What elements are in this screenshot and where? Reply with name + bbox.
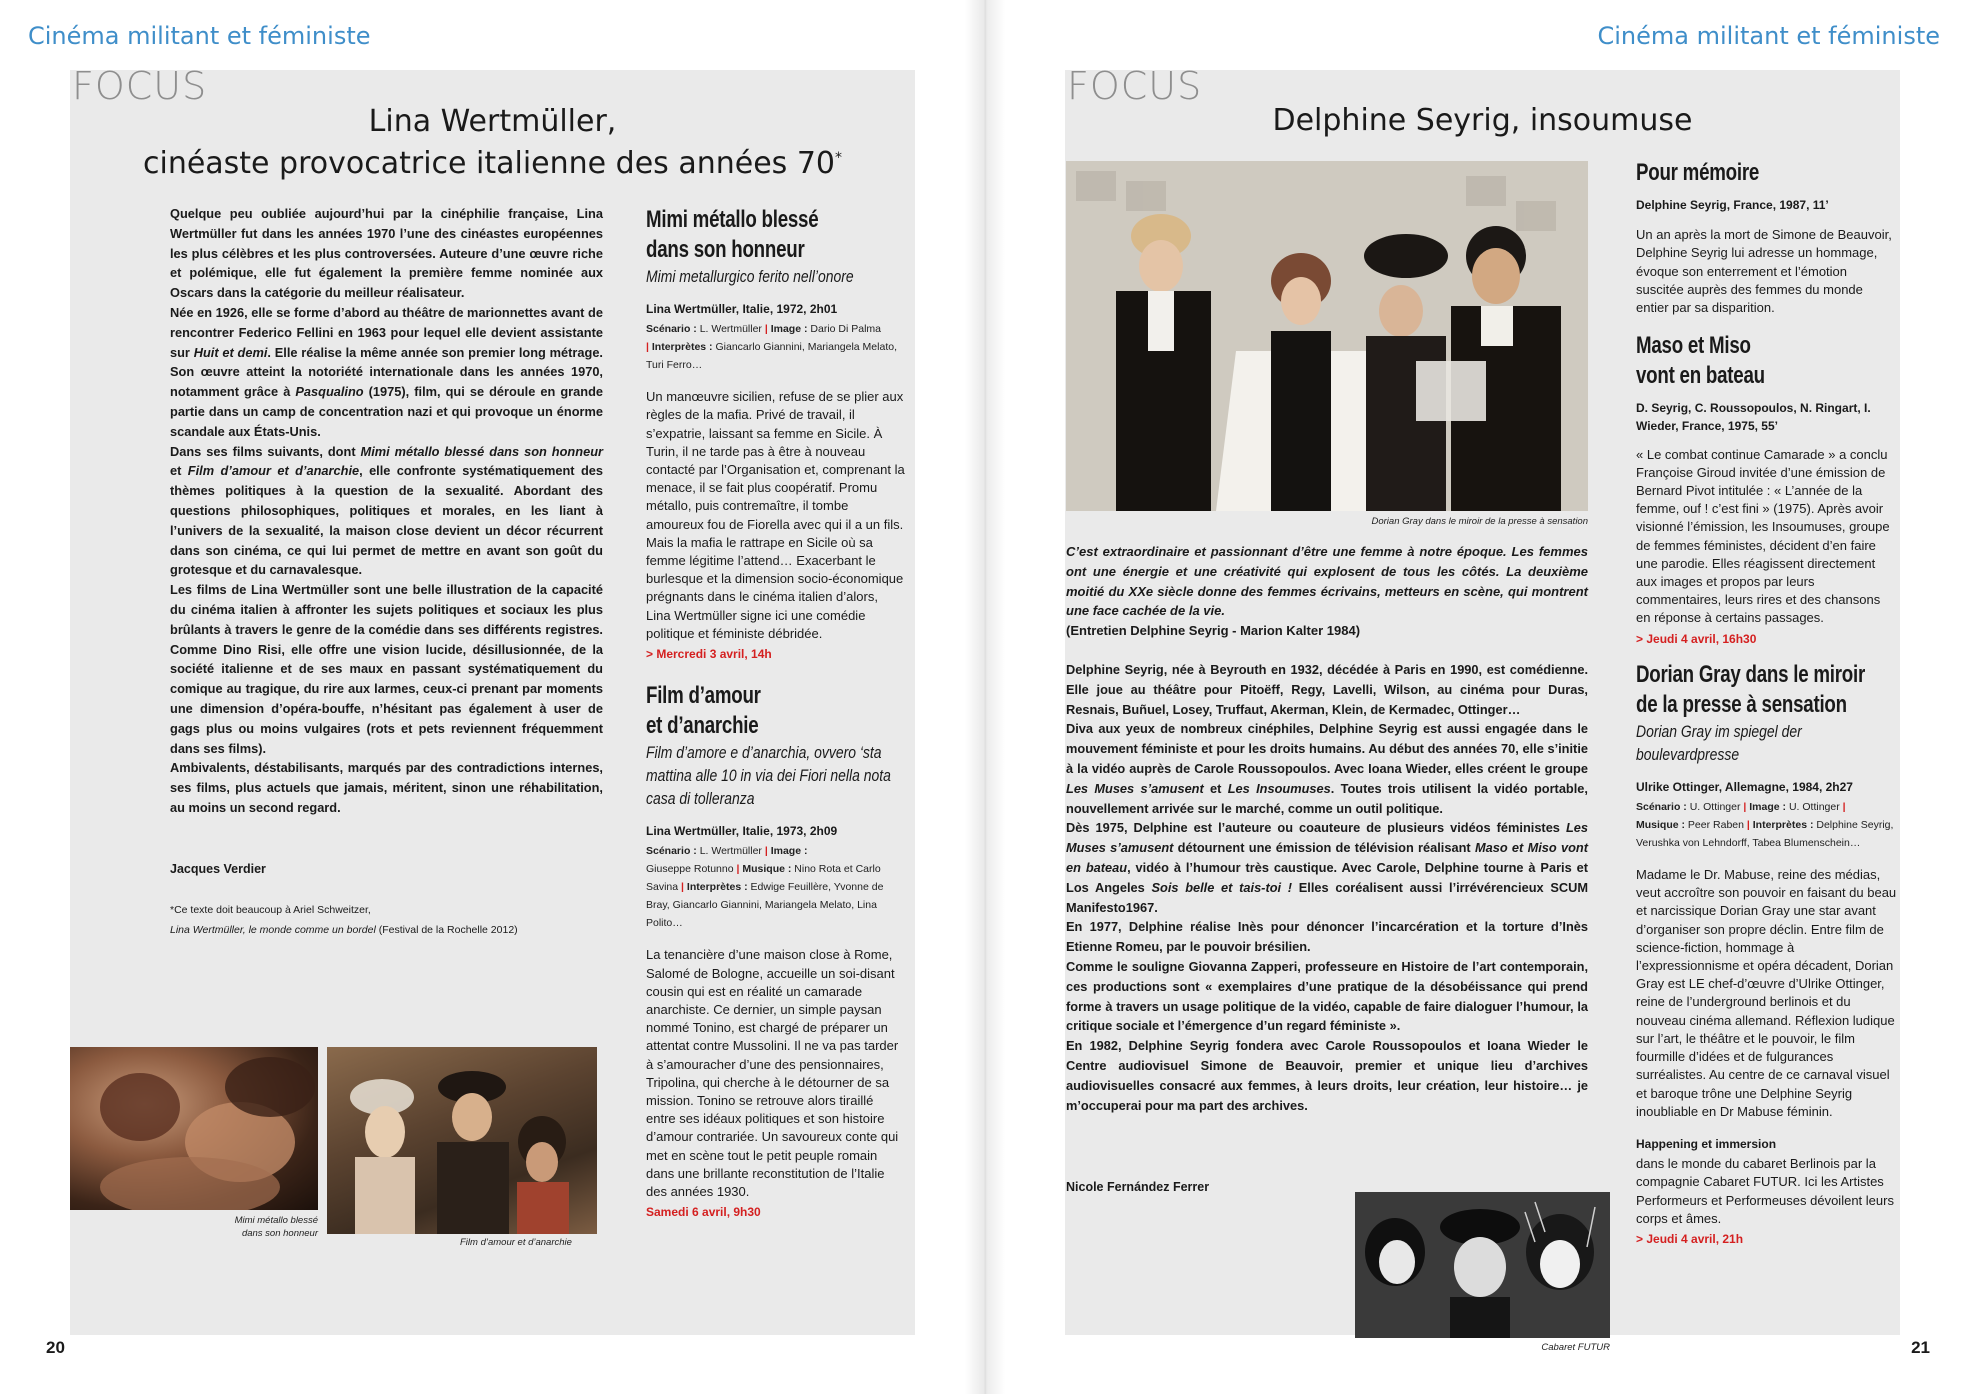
photo-mimi-caption: Mimi métallo blessé dans son honneur [234,1215,318,1239]
film-mimi-title-line1: Mimi métallo blessé [646,206,819,233]
right-author: Nicole Fernández Ferrer [1066,1180,1210,1194]
left-title [70,104,915,182]
film-amour-title-line1: Film d’amour [646,682,761,710]
film-amour-synopsis: La tenancière d’une maison close à Rome, Salomé de Bologne, accueille un soi-disant cousin qui est en réalité un camarade anarchiste. Ce dernier, un simple paysan nommé Tonino, est chargé de préparer un attentat contre Mussolini. Il ne va pas tarder à s’amouracher d’une des pensionnaires, Tripolina, qui cherche à le détourner de sa mission. Tonino se retrouve alors tiraillé entre ses idéaux politiques et son histoire d’amour contrariée. Un savoureux conte qui met en scène tout le petit peuple romain dans une brillante reconstitution de l’Italie des années 1930. [646,947,899,1200]
happening-title: Happening et immersion [1636,1136,1777,1151]
right-film-column [1636,158,1898,1248]
left-author: Jacques Verdier [170,862,266,876]
right-article-p4: En 1977, Delphine réalise Inès pour dénoncer l’incarcération et la torture d’Inès Etienne Romeu, par le pouvoir brésilien. [1066,919,1588,955]
film-mimi-title-line2: dans son honneur [646,236,805,263]
right-header: Cinéma militant et féministe [1597,22,1940,50]
seyrig-quote-source: (Entretien Delphine Seyrig - Marion Kalter 1984) [1066,623,1361,639]
photo-film-amour-scene [327,1047,597,1234]
film-amour-crew: Scénario : L. Wertmüller | Image : Giuseppe Rotunno | Musique : Nino Rota et Carlo Savina | Interprètes : Edwige Feuillère, Yvonne de Bray, Giancarlo Giannini, Mariangela Melato, Lina Polito… [646,845,884,930]
right-article-p3: Dès 1975, Delphine est l’auteure ou coauteure de plusieurs vidéos féministes Les Muses s’amusent détournent une émission de télévision réalisant Maso et Miso vont en bateau, vidéo à l’humour très caustique. Avec Carole, Delphine tourne à Paris et Los Angeles Sois belle et tais-toi ! Elles coréalisent aussi l’irrévérencieux SCUM Manifesto1967. [1066,820,1589,915]
film-maso-miso-date: > Jeudi 4 avril, 16h30 [1636,631,1757,646]
left-article-p3: Dans ses films suivants, dont Mimi métallo blessé dans son honneur et Film d’amour et d’anarchie, elle confronte systématiquement des thèmes politiques à la question de la sexualité. Abordant des questions philosophiques, politiques et morales, en les liant à l’univers de la sexualité, la maison close devient un décor récurrent dans son cinéma, ce qui lui permet de mettre en avant son goût du grotesque et du carnavalesque. [170,443,604,578]
photo-film-amour [327,1047,597,1234]
left-title-line2: cinéaste provocatrice italienne des années 70 [142,146,835,181]
film-dorian-gray-synopsis: Madame le Dr. Mabuse, reine des médias, veut accroître son pouvoir en faisant du beau et narcissique Dorian Gray une star avant d’organiser son propre déclin. Entre film de science-fiction, hommage à l’expressionnisme et opéra décadent, Dorian Gray est LE chef-d’œuvre d’Ulrike Ottinger, reine de l’underground berlinois et du nouveau cinéma allemand. Réflexion ludique sur l’art, le théâtre et le pouvoir, le film fourmille d’idées et de fulgurances surréalistes. Au centre de ce carnaval visuel et baroque trône une Delphine Seyrig inoubliable en Dr Mabuse féminin. [1636,867,1897,1119]
happening-date: > Jeudi 4 avril, 21h [1636,1231,1744,1246]
film-pour-memoire-synopsis: Un an après la mort de Simone de Beauvoir, Delphine Seyrig lui adresse un hommage, évoque son enterrement et l’émotion suscitée auprès des femmes du monde entier par sa disparition. [1636,227,1892,316]
happening-text: dans le monde du cabaret Berlinois par la compagnie Cabaret FUTUR. Ici les Artistes Performeurs et Performeuses dévoilent leurs corps et âmes. [1636,1156,1894,1226]
film-maso-miso-synopsis: « Le combat continue Camarade » a conclu Françoise Giroud invitée d’une émission de Bernard Pivot intitulée : « L’année de la femme, ouf ! c’est fini » (1975). Après avoir visionné l’émission, les Insoumuses, groupe de femmes féministes, décident d’en faire une parodie. Elles réagissent directement aux images et propos par leurs commentaires, leurs rires et des chansons en réponse à certains passages. [1636,446,1890,626]
photo-dorian-gray [1066,161,1588,511]
right-article-p6: En 1982, Delphine Seyrig fondera avec Carole Roussopoulos et Ioana Wieder le Centre audiovisuel Simone de Beauvoir, premier et unique lieu d’archives audiovisuelles consacré aux femmes, à leurs droits, leur création, leur histoire… je m’occuperai pour ma part des archives. [1066,1038,1588,1113]
film-dorian-gray-credit: Ulrike Ottinger, Allemagne, 1984, 2h27 [1636,779,1853,794]
right-page-number: 21 [1911,1338,1930,1357]
film-amour-credit: Lina Wertmüller, Italie, 1973, 2h09 [646,824,838,839]
left-article [170,204,603,818]
photo-mimi-scene [70,1047,318,1210]
film-dorian-gray-title-line1: Dorian Gray dans le miroir [1636,660,1866,688]
film-maso-miso-credit: D. Seyrig, C. Roussopoulos, N. Ringart, I. Wieder, France, 1975, 55’ [1636,401,1871,434]
photo-mimi [70,1047,318,1210]
right-article [1066,660,1588,1115]
left-article-p5: Ambivalents, déstabilisants, marqués par des contradictions internes, ses films, plus actuels que jamais, méritent, sinon une réhabilitation, au moins un second regard. [170,760,603,815]
left-page-number: 20 [46,1338,65,1357]
film-maso-miso-title-line1: Maso et Miso [1636,332,1751,360]
film-dorian-gray-original-title: Dorian Gray im spiegel der boulevardpresse [1636,721,1802,764]
right-focus-label: FOCUS [1067,64,1203,108]
film-pour-memoire-title: Pour mémoire [1636,159,1760,186]
left-article-p2: Née en 1926, elle se forme d’abord au théâtre de marionnettes avant de rencontrer Federico Fellini en 1963 pour lequel elle devient assistante sur Huit et demi. Elle réalise la même année son premier long métrage. Son œuvre atteint la notoriété internationale dans les années 1970, notamment grâce à Pasqualino (1975), film, qui se déroule en grande partie dans un camp de concentration nazi et qui provoque un énorme scandale aux États-Unis. [170,304,603,439]
left-film-column [646,205,906,1222]
film-mimi-date: > Mercredi 3 avril, 14h [646,647,772,662]
film-amour-title-line2: et d’anarchie [646,712,759,740]
right-article-p1: Delphine Seyrig, née à Beyrouth en 1932, décédée à Paris en 1990, est comédienne. Elle joue au théâtre pour Pitoëff, Regy, Lavelli, Wilson, au cinéma pour Duras, Resnais, Buñuel, Losey, Truffaut, Akerman, Klein, de Kermadec, Ottinger… [1066,662,1588,717]
left-footnote: *Ce texte doit beaucoup à Ariel Schweitzer, Lina Wertmüller, le monde comme un bordel (Festival de la Rochelle 2012) [170,904,518,936]
left-article-p1: Quelque peu oubliée aujourd’hui par la cinéphilie française, Lina Wertmüller fut dans les années 1970 l’une des cinéastes européennes les plus célèbres et les plus controversées. Auteure d’une œuvre riche et polémique, elle fut également la première femme nominée aux Oscars dans la catégorie du meilleur réalisateur. [170,206,603,301]
photo-cabaret [1355,1192,1610,1338]
film-mimi-crew: Scénario : L. Wertmüller | Image : Dario Di Palma | Interprètes : Giancarlo Giannini, Mariangela Melato, Turi Ferro… [646,323,897,372]
film-mimi-synopsis: Un manœuvre sicilien, refuse de se plier aux règles de la mafia. Privé de travail, il s’expatrie, laissant sa femme en Sicile. À Turin, il ne tarde pas à être à nouveau contacté par l’Organisation et, comprenant la menace, il se fait plus coopératif. Promu métallo, puis contremaître, il tombe amoureux fou de Fiorella avec qui il a un fils. Mais la mafia le rattrape en Sicile où sa femme légitime l’attend… Exacerbant le burlesque et la dimension socio-économique prégnants dans le cinéma italien d’alors, Lina Wertmüller signe ici une comédie politique et féministe débridée. [646,389,905,641]
left-article-p4: Les films de Lina Wertmüller sont une belle illustration de la capacité du cinéma italien à affronter les sujets politiques et sociaux les plus brûlants à travers le genre de la comédie dans ses différents registres. Comme Dino Risi, elle offre une vision lucide, désillusionnée, de la société italienne et de ses maux en passant systématiquement du comique au tragique, du rire aux larmes, ceux-ci prenant par moments une dimension d’opéra-bouffe, n’hésitant pas également à user de gags plus ou moins vulgaires (rots et pets reviennent fréquemment dans ses films). [170,582,603,756]
photo-film-amour-caption: Film d’amour et d’anarchie [460,1237,572,1248]
right-article-p5: Comme le souligne Giovanna Zapperi, professeure en Histoire de l’art contemporain, ces productions sont « exemplaires d’une pratique de la désobéissance qui prend forme à travers un usage politique de la vidéo, capable de faire dialoguer l’humour, la critique sociale et l’émergence d’un regard féministe ». [1066,958,1588,1034]
seyrig-quote-text: C’est extraordinaire et passionnant d’être une femme à notre époque. Les femmes ont une énergie et une créativité qui explosent de tous les côtés. La deuxième moitié du XXe siècle donne des femmes écrivains, metteurs en scène, qui montrent une face cachée de la vie. [1066,544,1588,619]
left-title-mark: * [835,150,842,166]
film-amour-original-title: Film d’amore e d’anarchia, ovvero ‘sta mattina alle 10 in via dei Fiori nella nota casa di tolleranza [646,743,891,809]
right-title: Delphine Seyrig, insoumuse [1272,103,1693,138]
film-pour-memoire-credit: Delphine Seyrig, France, 1987, 11’ [1636,198,1829,212]
film-maso-miso-title-line2: vont en bateau [1636,362,1765,390]
photo-dorian-gray-caption: Dorian Gray dans le miroir de la presse à sensation [1371,516,1588,527]
film-amour-date: Samedi 6 avril, 9h30 [646,1205,761,1220]
photo-dorian-gray-scene [1066,161,1588,511]
film-mimi-credit: Lina Wertmüller, Italie, 1972, 2h01 [646,302,838,316]
photo-cabaret-scene [1355,1192,1610,1338]
film-dorian-gray-title-line2: de la presse à sensation [1636,690,1847,718]
left-title-line1: Lina Wertmüller, [368,104,617,139]
photo-cabaret-caption: Cabaret FUTUR [1541,1342,1610,1353]
seyrig-quote [1066,542,1588,641]
film-mimi-original-title: Mimi metallurgico ferito nell’onore [646,267,854,286]
left-header: Cinéma militant et féministe [28,22,371,50]
right-article-p2: Diva aux yeux de nombreux cinéphiles, Delphine Seyrig est aussi engagée dans le mouvement féministe et pour les droits humains. Au début des années 70, elle s’initie à la vidéo auprès de Carole Roussopoulos. Avec Ioana Wieder, elles créent le groupe Les Muses s’amusent et Les Insoumuses. Toutes trois utilisent la vidéo portable, nouvellement arrivée sur le marché, comme un outil politique. [1066,721,1588,816]
left-focus-label: FOCUS [72,64,208,108]
right-page [985,0,1970,1394]
film-dorian-gray-crew: Scénario : U. Ottinger | Image : U. Ottinger | Musique : Peer Raben | Interprètes : Delphine Seyrig, Verushka von Lehndorff, Tabea Blumenschein… [1636,801,1894,850]
